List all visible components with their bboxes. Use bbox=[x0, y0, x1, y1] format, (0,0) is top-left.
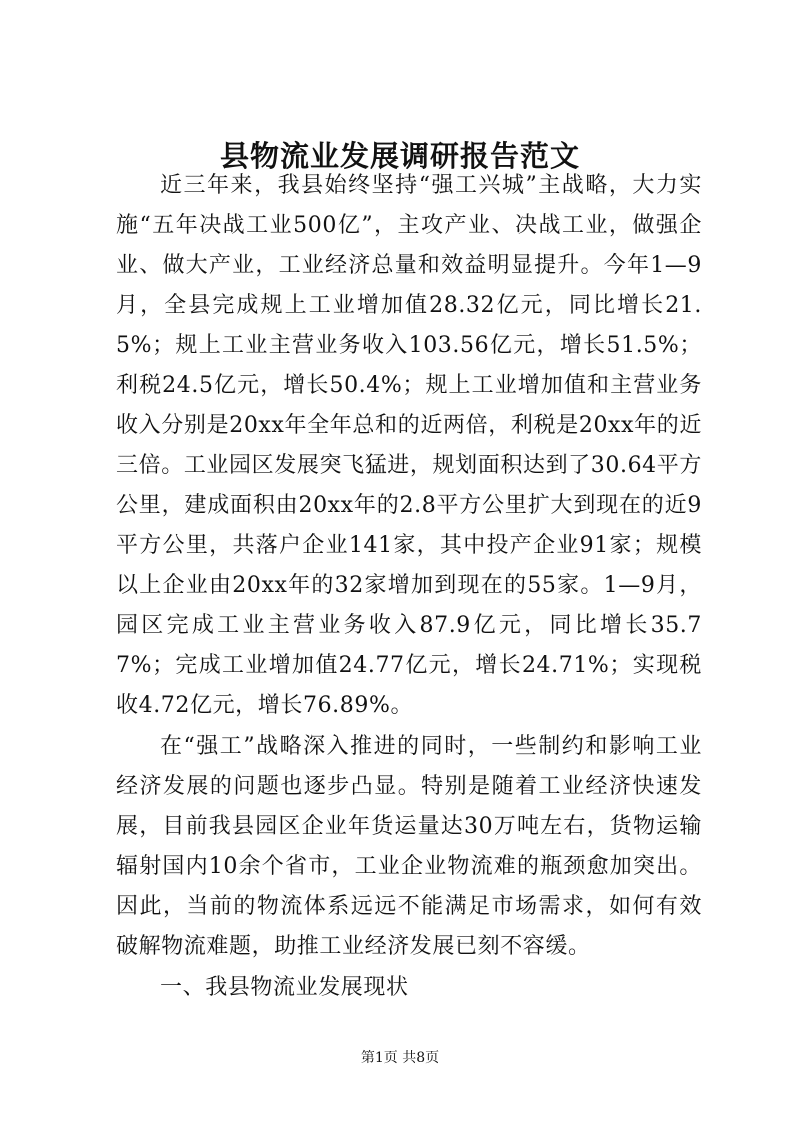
page-number-footer: 第1页 共8页 bbox=[360, 1050, 440, 1066]
paragraph-problems: 在“强工”战略深入推进的同时，一些制约和影响工业经济发展的问题也逐步凸显。特别是随着工业经济快速发展，目前我县园区企业年货运量达30万吨左右，货物运输辐射国内10余个省市，工业企业物流难的瓶颈愈加突出。因此，当前的物流体系远远不能满足市场需求，如何有效破解物流难题，助推工业经济发展已刻不容缓。 bbox=[116, 734, 702, 959]
paragraph-intro: 近三年来，我县始终坚持“强工兴城”主战略，大力实施“五年决战工业500亿”，主攻产业、决战工业，做强企业、做大产业，工业经济总量和效益明显提升。今年1—9月，全县完成规上工业增加值28.32亿元，同比增长21.5%；规上工业主营业务收入103.56亿元，增长51.5%；利税24.5亿元，增长50.4%；规上工业增加值和主营业务收入分别是20xx年全年总和的近两倍，利税是20xx年的近三倍。工业园区发展突飞猛进，规划面积达到了30.64平方公里，建成面积由20xx年的2.8平方公里扩大到现在的近9平方公里，共落户企业141家，其中投产企业91家；规模以上企业由20xx年的32家增加到现在的55家。1—9月，园区完成工业主营业务收入87.9亿元，同比增长35.77%；完成工业增加值24.77亿元，增长24.71%；实现税收4.72亿元，增长76.89%。 bbox=[116, 173, 702, 718]
document-body bbox=[116, 166, 702, 1008]
section-heading-status: 一、我县物流业发展现状 bbox=[160, 975, 409, 1000]
document-title: 县物流业发展调研报告范文 bbox=[219, 139, 580, 173]
